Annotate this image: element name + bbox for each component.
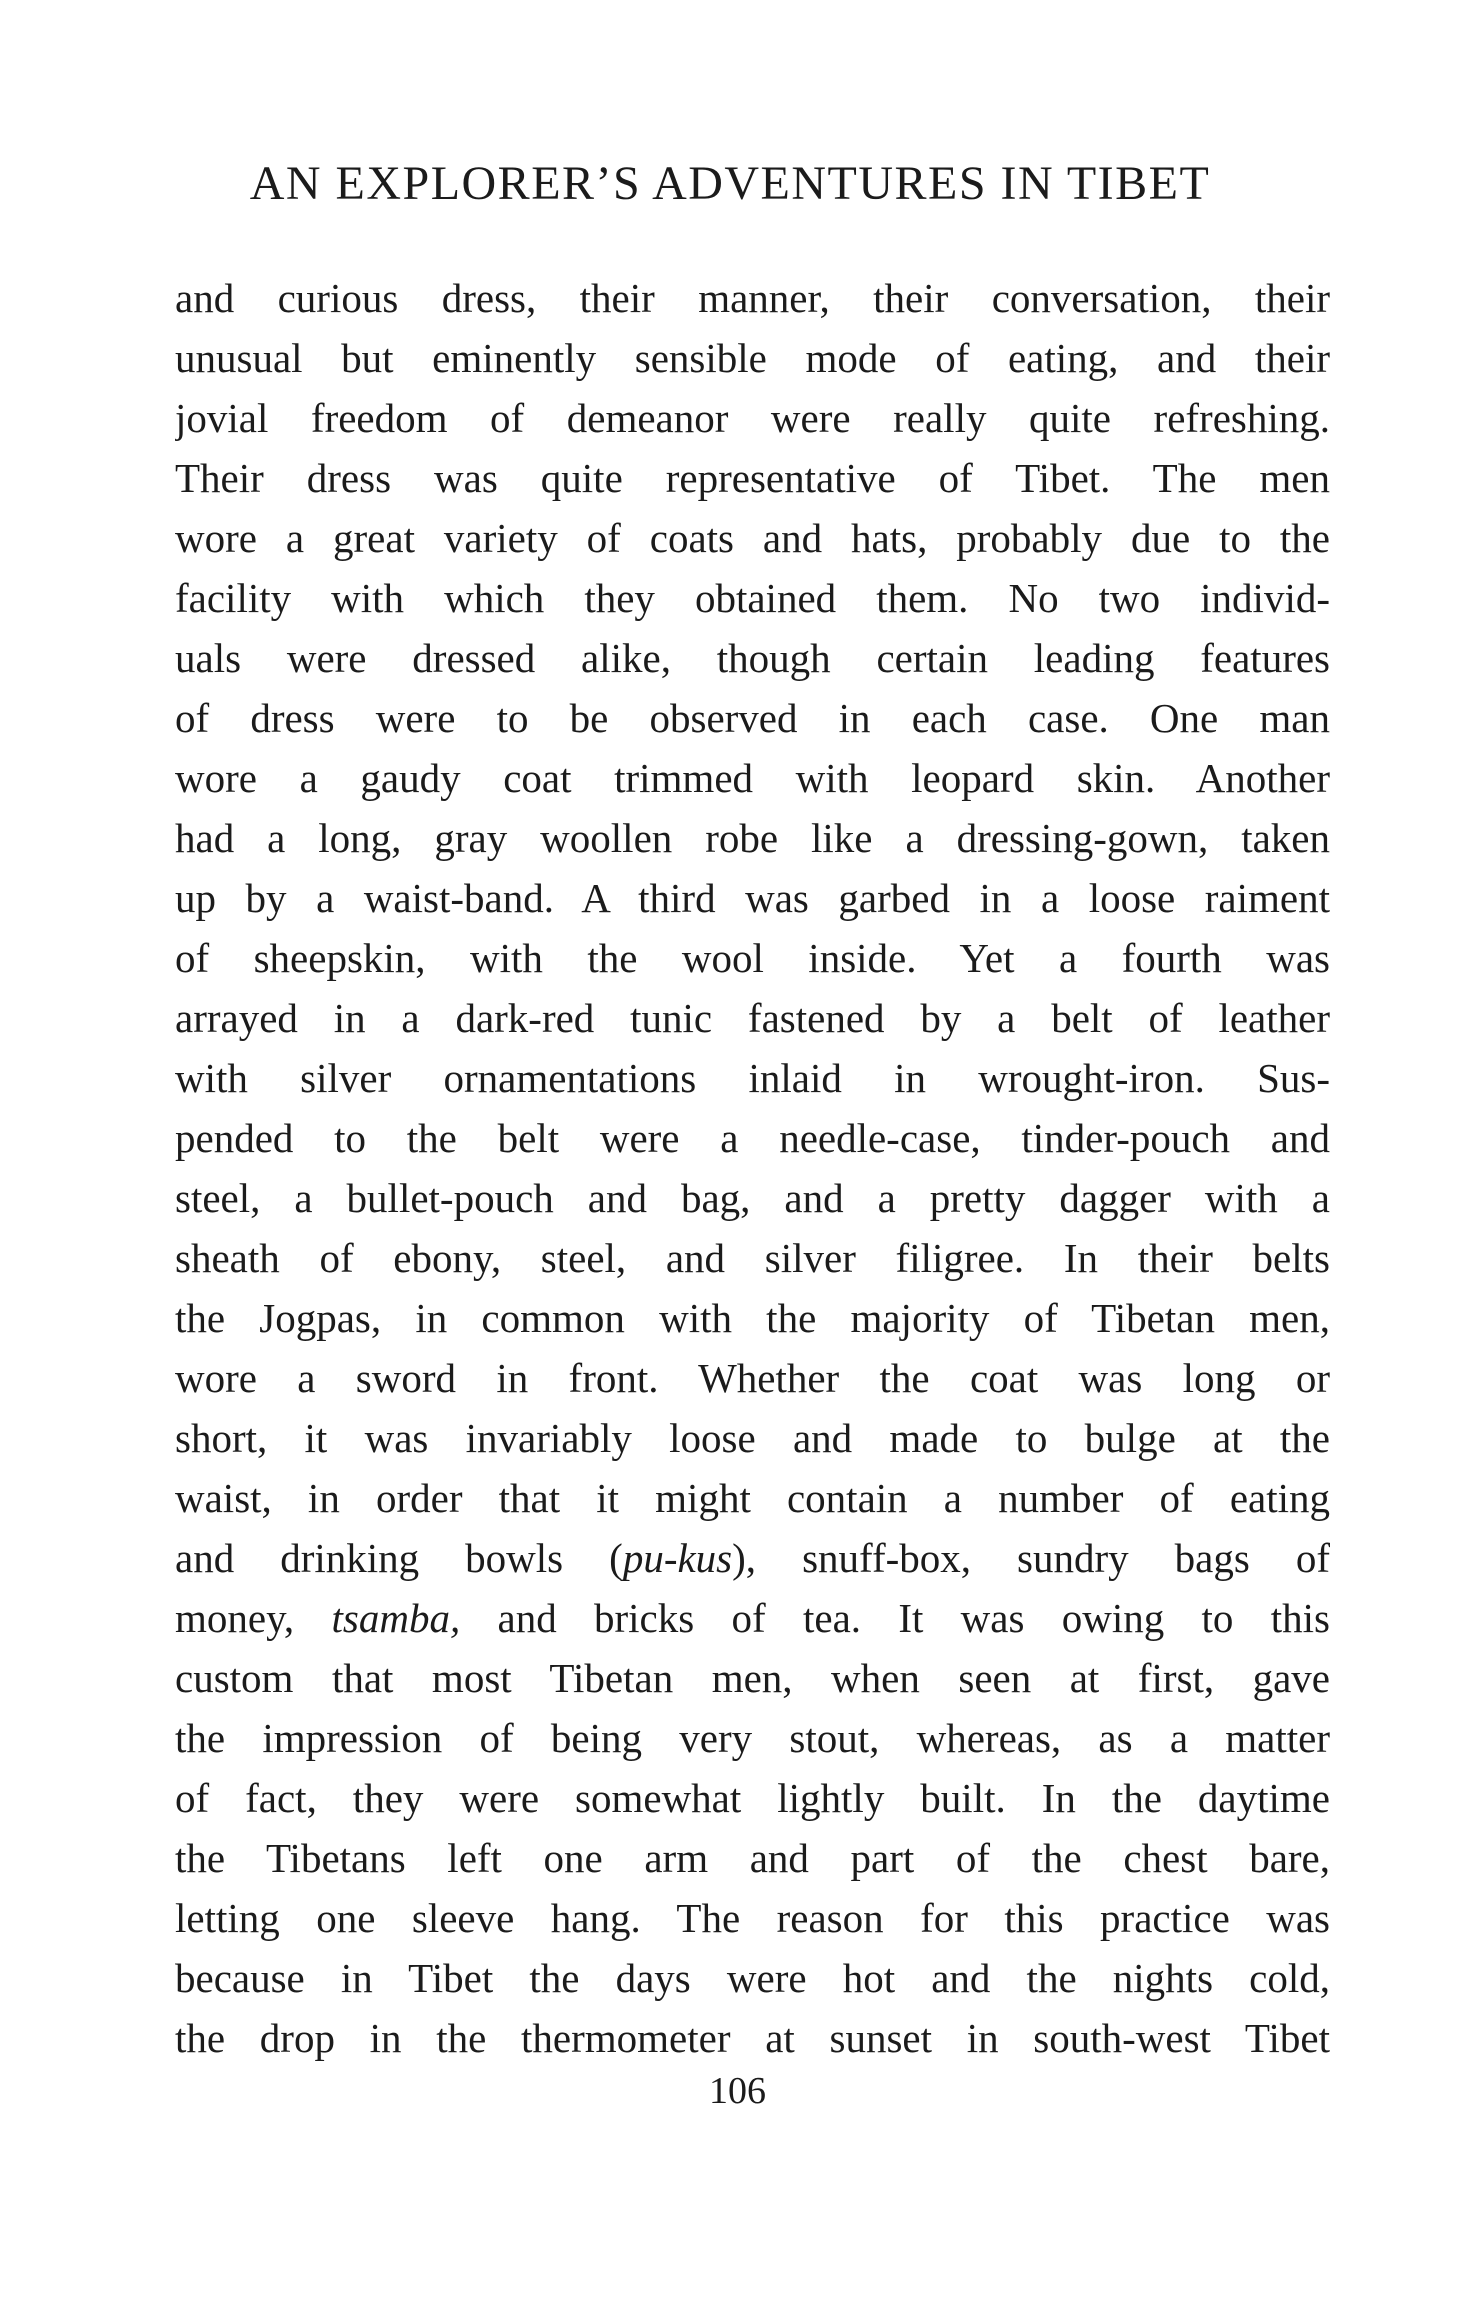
text-line <box>175 688 1330 748</box>
italic-term: tsamba, <box>331 1595 461 1641</box>
text-run: and bricks of tea. It was owing to this <box>460 1595 1330 1641</box>
text-run: facility with which they obtained them. No two individ- <box>175 575 1330 621</box>
text-run: of fact, they were somewhat lightly built. In the daytime <box>175 1775 1330 1821</box>
text-line <box>175 1528 1330 1588</box>
text-line <box>175 1288 1330 1348</box>
text-run: with silver ornamentations inlaid in wrought-iron. Sus- <box>175 1055 1330 1101</box>
text-run: the drop in the thermometer at sunset in south-west Tibet <box>175 2015 1330 2061</box>
text-run: the Jogpas, in common with the majority of Tibetan men, <box>175 1295 1330 1341</box>
text-line <box>175 1468 1330 1528</box>
text-run: and drinking bowls ( <box>175 1535 623 1581</box>
text-run: wore a gaudy coat trimmed with leopard skin. Another <box>175 755 1330 801</box>
italic-term: pu-kus <box>622 1535 733 1581</box>
text-line <box>175 508 1330 568</box>
text-line <box>175 868 1330 928</box>
text-line <box>175 448 1330 508</box>
text-run: waist, in order that it might contain a number of eating <box>175 1475 1330 1521</box>
text-run: the impression of being very stout, whereas, as a matter <box>175 1715 1330 1761</box>
text-run: pended to the belt were a needle-case, tinder-pouch and <box>175 1115 1330 1161</box>
text-run: the Tibetans left one arm and part of the chest bare, <box>175 1835 1330 1881</box>
text-line <box>175 1168 1330 1228</box>
text-line <box>175 1768 1330 1828</box>
text-run: unusual but eminently sensible mode of eating, and their <box>175 335 1330 381</box>
text-line <box>175 1048 1330 1108</box>
text-line <box>175 388 1330 448</box>
text-run: custom that most Tibetan men, when seen at first, gave <box>175 1655 1330 1701</box>
text-line <box>175 1948 1330 2008</box>
text-line <box>175 808 1330 868</box>
text-run: uals were dressed alike, though certain leading features <box>175 635 1330 681</box>
text-run: of sheepskin, with the wool inside. Yet a fourth was <box>175 935 1330 981</box>
text-line <box>175 988 1330 1048</box>
text-run: short, it was invariably loose and made to bulge at the <box>175 1415 1330 1461</box>
text-run: letting one sleeve hang. The reason for this practice was <box>175 1895 1330 1941</box>
text-run: steel, a bullet-pouch and bag, and a pretty dagger with a <box>175 1175 1330 1221</box>
text-line <box>175 628 1330 688</box>
text-line <box>175 1828 1330 1888</box>
text-line <box>175 928 1330 988</box>
text-line <box>175 1408 1330 1468</box>
text-line <box>175 1588 1330 1648</box>
text-run: wore a sword in front. Whether the coat was long or <box>175 1355 1330 1401</box>
text-run: money, <box>175 1595 332 1641</box>
text-run: jovial freedom of demeanor were really quite refreshing. <box>175 395 1330 441</box>
text-run: wore a great variety of coats and hats, probably due to the <box>175 515 1330 561</box>
text-run: sheath of ebony, steel, and silver filigree. In their belts <box>175 1235 1330 1281</box>
text-run: ), snuff-box, sundry bags of <box>732 1535 1330 1581</box>
text-line <box>175 1888 1330 1948</box>
text-run: up by a waist-band. A third was garbed in a loose raiment <box>175 875 1330 921</box>
text-run: of dress were to be observed in each case. One man <box>175 695 1330 741</box>
text-run: and curious dress, their manner, their conversation, their <box>175 275 1330 321</box>
page-number: 106 <box>709 2070 766 2112</box>
text-run: had a long, gray woollen robe like a dressing-gown, taken <box>175 815 1330 861</box>
text-line <box>175 1228 1330 1288</box>
text-line <box>175 328 1330 388</box>
text-line <box>175 268 1330 328</box>
text-run: Their dress was quite representative of Tibet. The men <box>175 455 1330 501</box>
text-line <box>175 2008 1330 2068</box>
text-line <box>175 568 1330 628</box>
text-line <box>175 1648 1330 1708</box>
running-head: AN EXPLORER’S ADVENTURES IN TIBET <box>249 157 1211 210</box>
text-line <box>175 1708 1330 1768</box>
text-line <box>175 1108 1330 1168</box>
text-run: because in Tibet the days were hot and the nights cold, <box>175 1955 1330 2001</box>
body-text <box>175 268 1330 2068</box>
text-run: arrayed in a dark-red tunic fastened by a belt of leather <box>175 995 1330 1041</box>
text-line <box>175 1348 1330 1408</box>
text-line <box>175 748 1330 808</box>
